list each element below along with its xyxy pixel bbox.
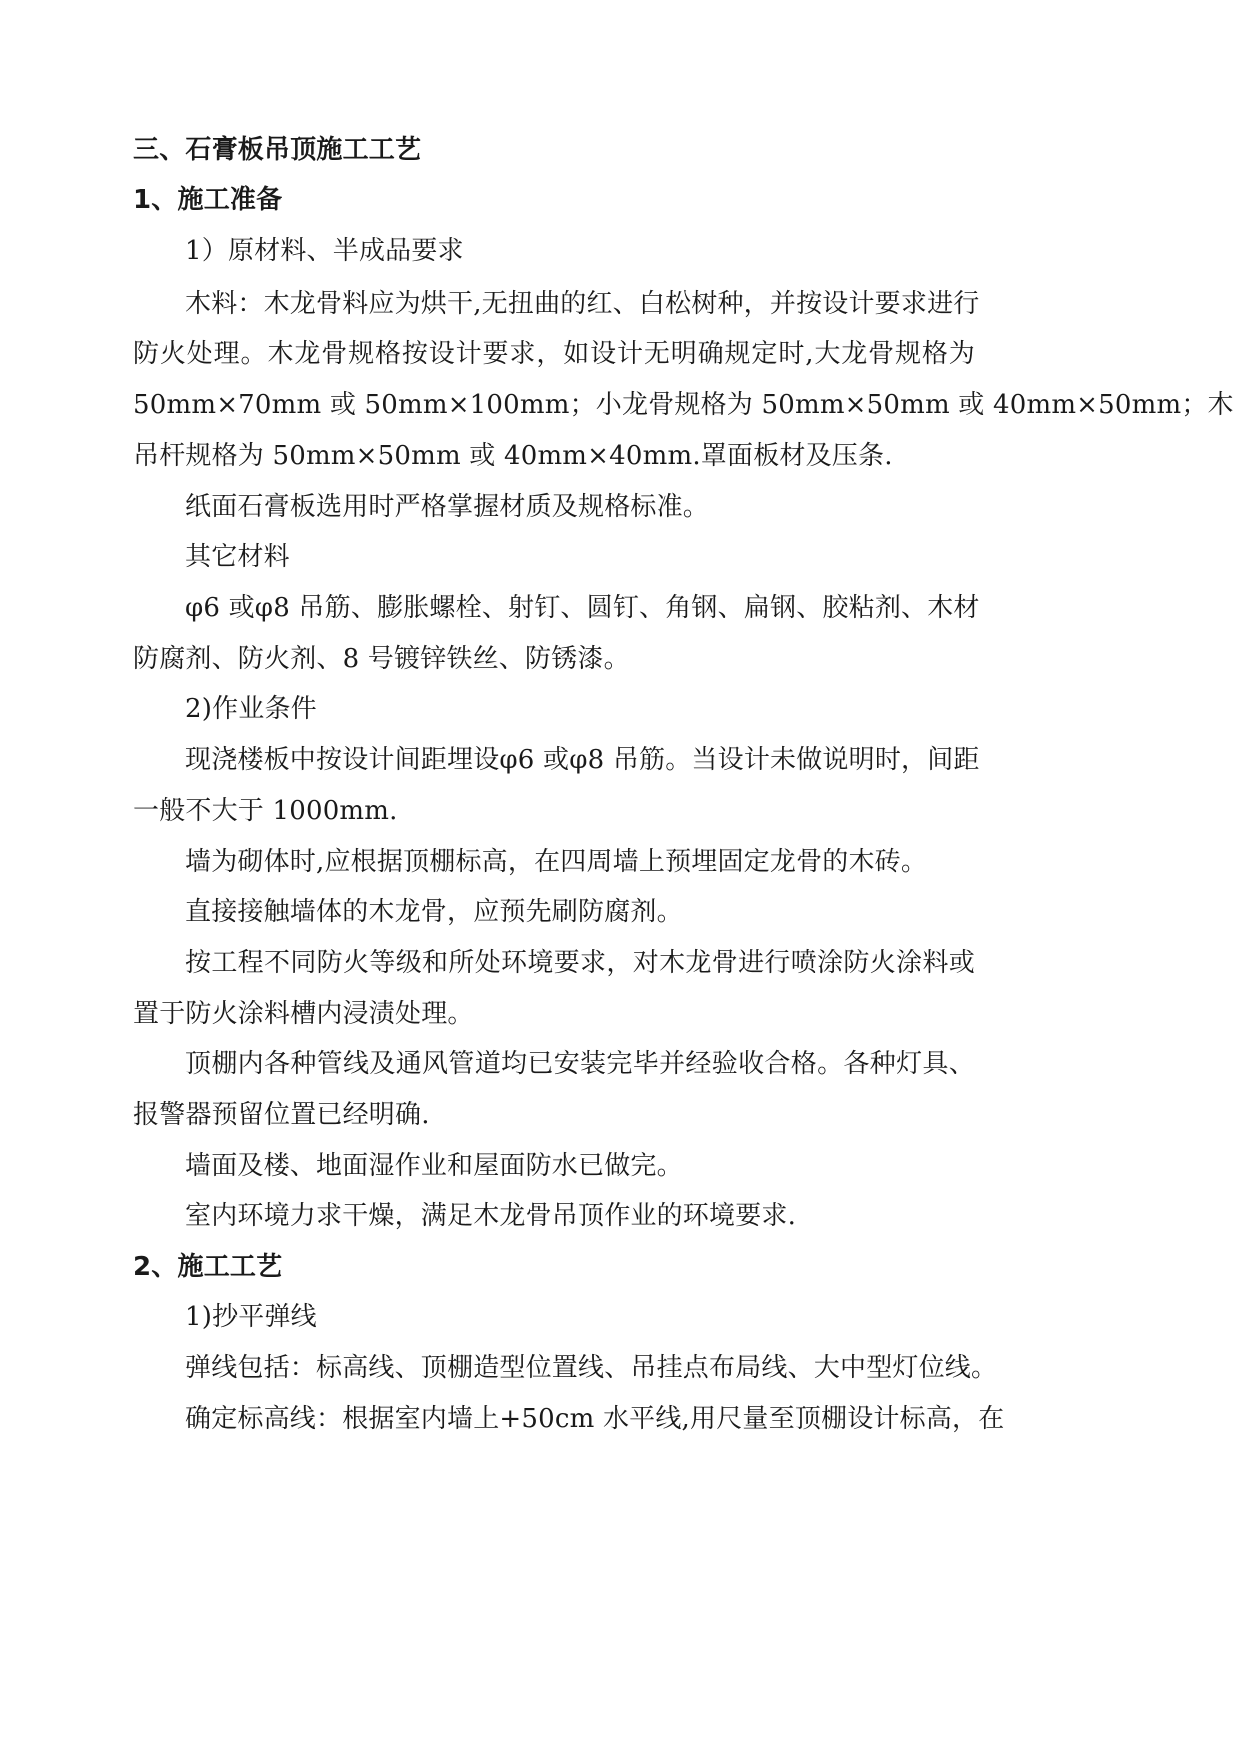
item-label-materials: 1）原材料、半成品要求 <box>185 236 464 266</box>
paragraph-line: 防火处理。木龙骨规格按设计要求，如设计无明确规定时,大龙骨规格为 <box>133 339 975 369</box>
paragraph-line: φ6 或φ8 吊筋、膨胀螺栓、射钉、圆钉、角钢、扁钢、胶粘剂、木材 <box>185 593 980 623</box>
paragraph-line: 报警器预留位置已经明确. <box>133 1100 430 1130</box>
paragraph-line: 一般不大于 1000mm. <box>133 796 398 826</box>
paragraph-line: 现浇楼板中按设计间距埋设φ6 或φ8 吊筋。当设计未做说明时，间距 <box>185 745 980 775</box>
section-title: 三、石膏板吊顶施工工艺 <box>133 135 422 165</box>
paragraph-line: 确定标高线：根据室内墙上+50cm 水平线,用尺量至顶棚设计标高，在 <box>185 1404 1005 1434</box>
paragraph-line: 防腐剂、防火剂、8 号镀锌铁丝、防锈漆。 <box>133 644 630 674</box>
paragraph-line: 50mm×70mm 或 50mm×100mm；小龙骨规格为 50mm×50mm 或 40mm×50mm；木 <box>133 390 1234 420</box>
paragraph-line: 弹线包括：标高线、顶棚造型位置线、吊挂点布局线、大中型灯位线。 <box>185 1353 998 1383</box>
item-label-leveling: 1)抄平弹线 <box>185 1302 317 1332</box>
paragraph-line: 室内环境力求干燥，满足木龙骨吊顶作业的环境要求. <box>185 1201 797 1231</box>
paragraph-line: 直接接触墙体的木龙骨，应预先刷防腐剂。 <box>185 897 683 927</box>
paragraph-line: 吊杆规格为 50mm×50mm 或 40mm×40mm.罩面板材及压条. <box>133 441 893 471</box>
paragraph-line: 纸面石膏板选用时严格掌握材质及规格标准。 <box>185 492 710 522</box>
subsection-title-1: 1、施工准备 <box>133 185 283 215</box>
item-label-other-materials: 其它材料 <box>185 542 290 572</box>
item-label-conditions: 2)作业条件 <box>185 694 317 724</box>
paragraph-line: 按工程不同防火等级和所处环境要求，对木龙骨进行喷涂防火涂料或 <box>185 948 975 978</box>
subsection-title-2: 2、施工工艺 <box>133 1252 283 1282</box>
paragraph-line: 木料：木龙骨料应为烘干,无扭曲的红、白松树种，并按设计要求进行 <box>185 289 980 319</box>
paragraph-line: 墙为砌体时,应根据顶棚标高，在四周墙上预埋固定龙骨的木砖。 <box>185 847 928 877</box>
paragraph-line: 墙面及楼、地面湿作业和屋面防水已做完。 <box>185 1151 683 1181</box>
paragraph-line: 顶棚内各种管线及通风管道均已安装完毕并经验收合格。各种灯具、 <box>185 1049 975 1079</box>
paragraph-line: 置于防火涂料槽内浸渍处理。 <box>133 999 474 1029</box>
